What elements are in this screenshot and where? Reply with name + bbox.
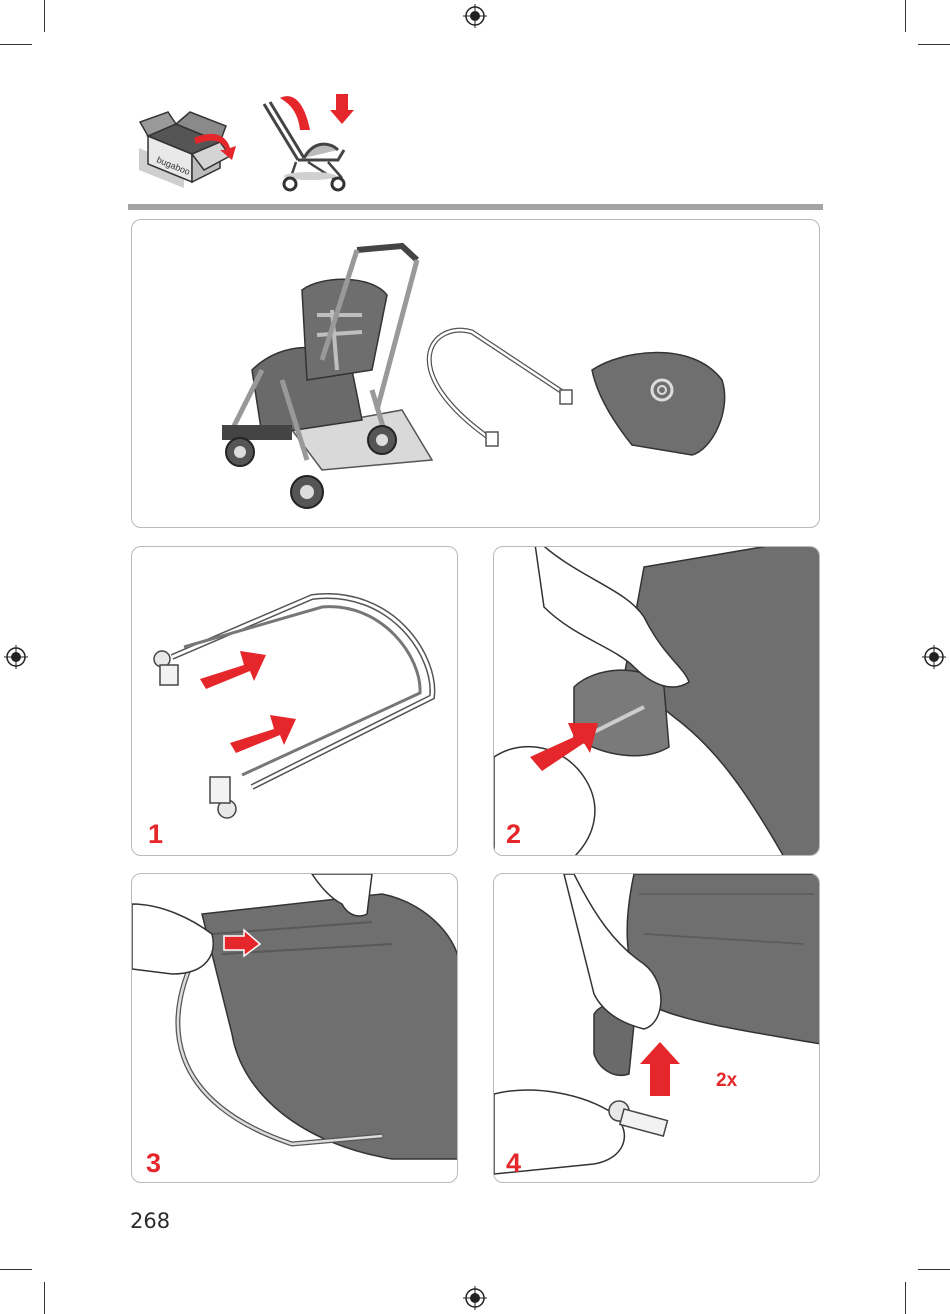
registration-mark-left [4,645,28,669]
canopy-fabric-illustration [592,353,725,456]
hand-left [132,904,213,974]
step-1-panel [131,546,458,856]
repeat-2x-label: 2x [716,1070,738,1091]
crop-mark-top-right-v [905,0,906,32]
step-3-panel [131,873,458,1183]
canopy-frame-arms [172,596,432,787]
registration-mark-top [463,4,487,28]
crop-mark-bottom-right-v [905,1282,906,1314]
crop-mark-bottom-right-h [918,1269,950,1270]
crop-mark-bottom-left-h [0,1269,32,1270]
page-number: 268 [130,1209,171,1233]
frame-clip-bottom [210,777,236,818]
crop-mark-top-left-h [0,44,32,45]
crop-mark-top-left-v [44,0,45,32]
step-number: 3 [146,1148,162,1178]
registration-mark-right [922,645,946,669]
pull-up-arrow-icon [640,1042,680,1096]
box-logo-text: bugaboo [155,154,192,177]
push-arrow-bottom-icon [230,715,296,753]
step-number: 4 [506,1148,522,1178]
stroller-canopy-down-icon [258,90,358,194]
open-box-icon [134,108,244,190]
stroller-illustration [222,246,432,508]
step-2-panel [493,546,820,856]
registration-mark-bottom [463,1286,487,1310]
push-arrow-top-icon [200,651,266,689]
canopy-frame-illustration [429,330,572,446]
step-number: 1 [148,819,164,849]
section-divider [128,204,823,210]
crop-mark-bottom-left-v [44,1282,45,1314]
crop-mark-top-right-h [918,44,950,45]
overview-panel [131,219,820,528]
step-4-panel [493,873,820,1183]
step-number: 2 [506,819,522,849]
